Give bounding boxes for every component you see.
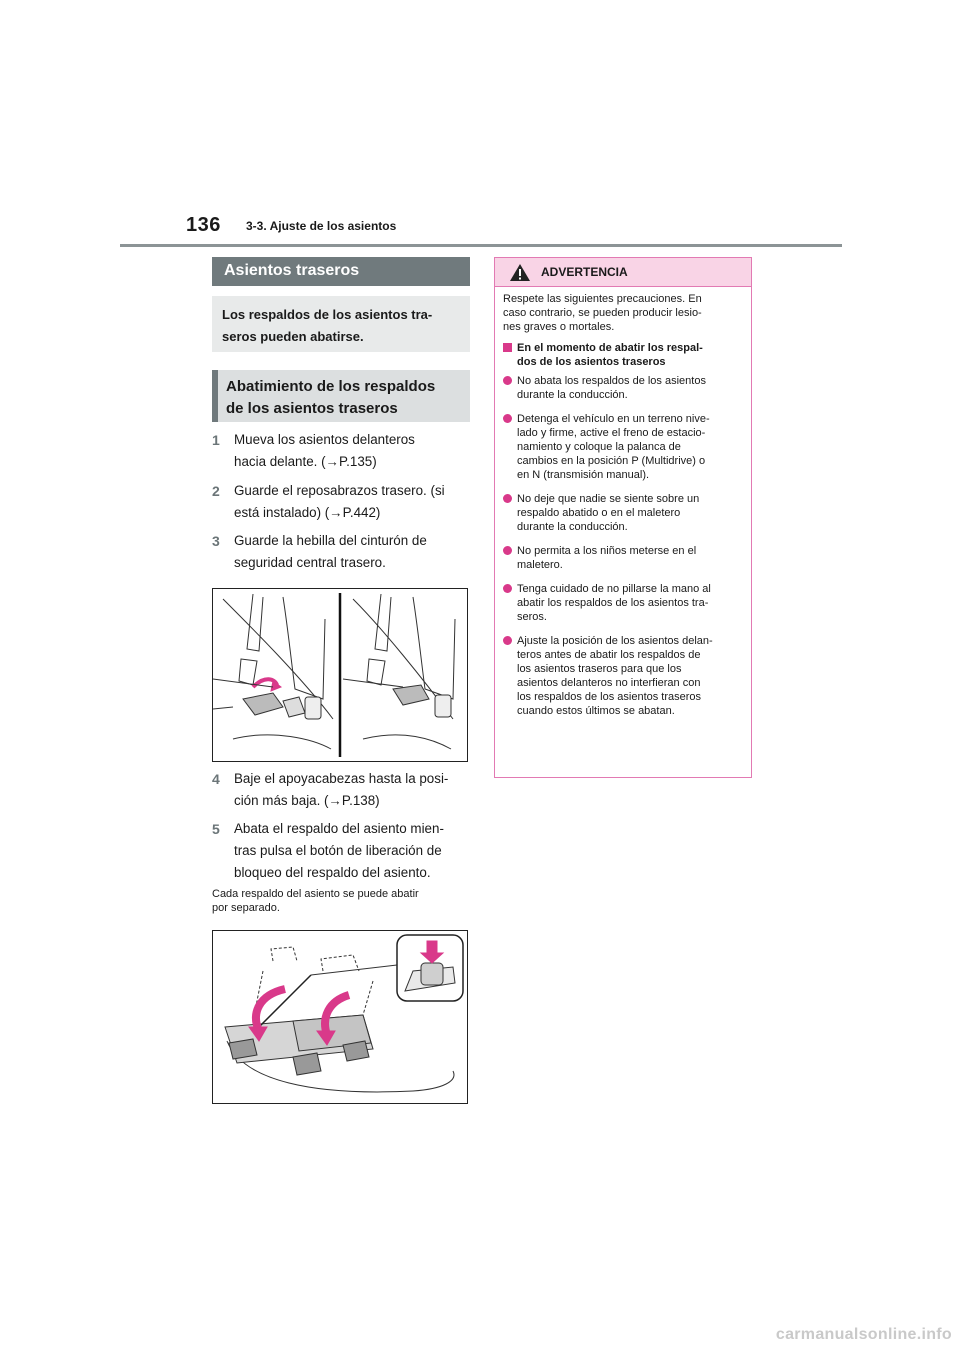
warning-item-line: respaldo abatido o en el maletero — [517, 507, 681, 519]
step-1 — [212, 429, 474, 473]
warning-item-line: los respaldos de los asientos traseros — [517, 691, 702, 703]
warning-triangle-icon — [509, 263, 531, 282]
warning-intro — [503, 292, 745, 334]
subheading-line: de los asientos traseros — [226, 400, 398, 417]
warning-item-line: maletero. — [517, 559, 563, 571]
warning-item-line: asientos delanteros no interfieran con — [517, 677, 701, 689]
step-line: Guarde la hebilla del cinturón de — [234, 533, 427, 548]
warning-item-line: No abata los respaldos de los asientos — [517, 375, 706, 387]
warning-item-line: durante la conducción. — [517, 521, 628, 533]
step-line: está instalado) (→P.442) — [234, 505, 381, 520]
warning-item — [503, 544, 745, 572]
warning-item-line: abatir los respaldos de los asientos tra- — [517, 597, 709, 609]
warning-item-line: cuando estos últimos se abatan. — [517, 705, 675, 717]
step-number: 5 — [212, 821, 220, 837]
page-number: 136 — [186, 214, 221, 236]
header-divider — [120, 244, 842, 247]
warning-heading-line: dos de los asientos traseros — [517, 356, 666, 368]
warning-intro-line: nes graves o mortales. — [503, 321, 615, 333]
step-line: ción más baja. (→P.138) — [234, 793, 380, 808]
intro-box — [212, 296, 470, 352]
warning-item-line: lado y firme, active el freno de estacio- — [517, 427, 706, 439]
step-number: 1 — [212, 432, 220, 448]
step-2 — [212, 480, 474, 524]
subheading — [212, 370, 470, 422]
warning-item — [503, 634, 745, 718]
step-4 — [212, 768, 474, 812]
warning-item-line: en N (transmisión manual). — [517, 469, 650, 481]
warning-item-line: No deje que nadie se siente sobre un — [517, 493, 700, 505]
warning-item-line: namiento y coloque la palanca de — [517, 441, 681, 453]
warning-heading — [503, 341, 745, 369]
step-3 — [212, 530, 474, 574]
figure-note — [212, 887, 472, 915]
warning-item — [503, 412, 745, 482]
warning-intro-line: caso contrario, se pueden producir lesio- — [503, 307, 702, 319]
warning-item-line: durante la conducción. — [517, 389, 628, 401]
figure-note-line: Cada respaldo del asiento se puede abatir — [212, 888, 419, 900]
step-number: 3 — [212, 533, 220, 549]
step-5 — [212, 818, 474, 884]
warning-header — [495, 258, 751, 287]
step-line: Baje el apoyacabezas hasta la posi- — [234, 771, 449, 786]
step-number: 4 — [212, 771, 220, 787]
intro-line: Los respaldos de los asientos tra- — [222, 307, 433, 322]
warning-item — [503, 492, 745, 534]
page-title: Asientos traseros — [212, 257, 470, 286]
warning-item-line: Detenga el vehículo en un terreno nive- — [517, 413, 710, 425]
step-line: hacia delante. (→P.135) — [234, 454, 377, 469]
warning-item-line: Tenga cuidado de no pillarse la mano al — [517, 583, 711, 595]
warning-body — [503, 292, 745, 728]
step-line: tras pulsa el botón de liberación de — [234, 843, 442, 858]
subheading-line: Abatimiento de los respaldos — [226, 378, 436, 395]
circle-bullet-icon — [503, 584, 512, 593]
circle-bullet-icon — [503, 636, 512, 645]
warning-item-line: seros. — [517, 611, 547, 623]
fold-seatback-illustration — [213, 931, 467, 1103]
warning-panel — [494, 257, 752, 778]
warning-intro-line: Respete las siguientes precauciones. En — [503, 293, 702, 305]
warning-item-line: teros antes de abatir los respaldos de — [517, 649, 701, 661]
circle-bullet-icon — [503, 546, 512, 555]
warning-item-line: los asientos traseros para que los — [517, 663, 682, 675]
circle-bullet-icon — [503, 376, 512, 385]
intro-line: seros pueden abatirse. — [222, 329, 364, 344]
step-line: Guarde el reposabrazos trasero. (si — [234, 483, 445, 498]
warning-item — [503, 582, 745, 624]
figure-note-line: por separado. — [212, 902, 280, 914]
figure-seatbelt-buckle — [212, 588, 468, 762]
warning-item-line: cambios en la posición P (Multidrive) o — [517, 455, 706, 467]
section-title: 3-3. Ajuste de los asientos — [246, 219, 397, 233]
step-line: Mueva los asientos delanteros — [234, 432, 415, 447]
warning-item-line: Ajuste la posición de los asientos delan- — [517, 635, 713, 647]
footer-watermark: carmanualsonline.info — [775, 1326, 952, 1343]
square-bullet-icon — [503, 343, 512, 352]
warning-label: ADVERTENCIA — [541, 265, 628, 279]
step-line: seguridad central trasero. — [234, 555, 386, 570]
circle-bullet-icon — [503, 414, 512, 423]
warning-item — [503, 374, 745, 402]
step-line: Abata el respaldo del asiento mien- — [234, 821, 444, 836]
step-number: 2 — [212, 483, 220, 499]
warning-item-line: No permita a los niños meterse en el — [517, 545, 697, 557]
seatbelt-buckle-illustration — [213, 589, 467, 761]
figure-fold-seatback — [212, 930, 468, 1104]
circle-bullet-icon — [503, 494, 512, 503]
step-line: bloqueo del respaldo del asiento. — [234, 865, 431, 880]
warning-heading-line: En el momento de abatir los respal- — [517, 342, 703, 354]
